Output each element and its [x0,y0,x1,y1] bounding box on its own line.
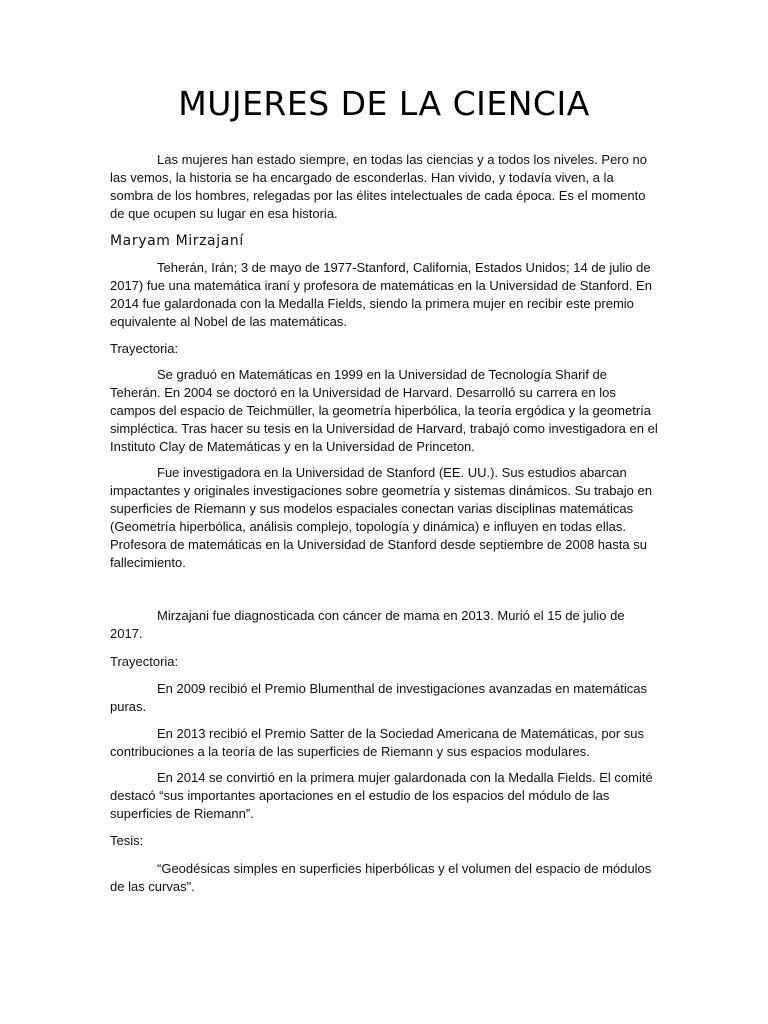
trayectoria-label-1: Trayectoria: [110,341,179,356]
award-paragraph-3: En 2014 se convirtió en la primera mujer galardonada con la Medalla Fields. El comité destacó “sus importantes aportaciones en el estudio de los espacios del módulo de las superficies de Riemann”. [110,770,653,821]
career-paragraph-2: Fue investigadora en la Universidad de Stanford (EE. UU.). Sus estudios abarcan impactantes y originales investigaciones sobre geometría y sistemas dinámicos. Su trabajo en superficies de Riemann y sus modelos espaciales conectan varias disciplinas matemáticas (Geometría hiperbólica, análisis complejo, topología y dinámica) e influyen en todas ellas. Profesora de matemáticas en la Universidad de Stanford desde septiembre de 2008 hasta su fallecimiento. [110,465,652,570]
section-heading: Maryam Mirzajaní [110,233,244,249]
career-paragraph-1: Se graduó en Matemáticas en 1999 en la Universidad de Tecnología Sharif de Teherán. En 2004 se doctoró en la Universidad de Harvard. Desarrolló su carrera en los campos del espacio de Teichmüller, la geometría hiperbólica, la teoría ergódica y la geometría simpléctica. Tras hacer su tesis en la Universidad de Harvard, trabajó como investigadora en el Instituto Clay de Matemáticas y en la Universidad de Princeton. [110,367,658,454]
tesis-label: Tesis: [110,833,144,848]
document-title: MUJERES DE LA CIENCIA [178,84,590,123]
award-paragraph-1: En 2009 recibió el Premio Blumenthal de investigaciones avanzadas en matemáticas puras. [110,681,647,714]
intro-paragraph: Las mujeres han estado siempre, en todas las ciencias y a todos los niveles. Pero no las vemos, la historia se ha encargado de esconderlas. Han vivido, y todavía viven, a la sombra de los hombres, relegadas por las élites intelectuales de cada época. Es el momento de que ocupen su lugar en esa historia. [110,152,647,221]
trayectoria-label-2: Trayectoria: [110,654,179,669]
death-paragraph: Mirzajani fue diagnosticada con cáncer de mama en 2013. Murió el 15 de julio de 2017. [110,608,625,641]
thesis-paragraph: “Geodésicas simples en superficies hiperbólicas y el volumen del espacio de módulos de las curvas". [110,861,652,894]
award-paragraph-2: En 2013 recibió el Premio Satter de la Sociedad Americana de Matemáticas, por sus contribuciones a la teoría de las superficies de Riemann y sus espacios modulares. [110,726,645,759]
bio-paragraph: Teherán, Irán; 3 de mayo de 1977-Stanford, California, Estados Unidos; 14 de julio de 2017) fue una matemática iraní y profesora de matemáticas en la Universidad de Stanford. En 2014 fue galardonada con la Medalla Fields, siendo la primera mujer en recibir este premio equivalente al Nobel de las matemáticas. [110,260,652,329]
